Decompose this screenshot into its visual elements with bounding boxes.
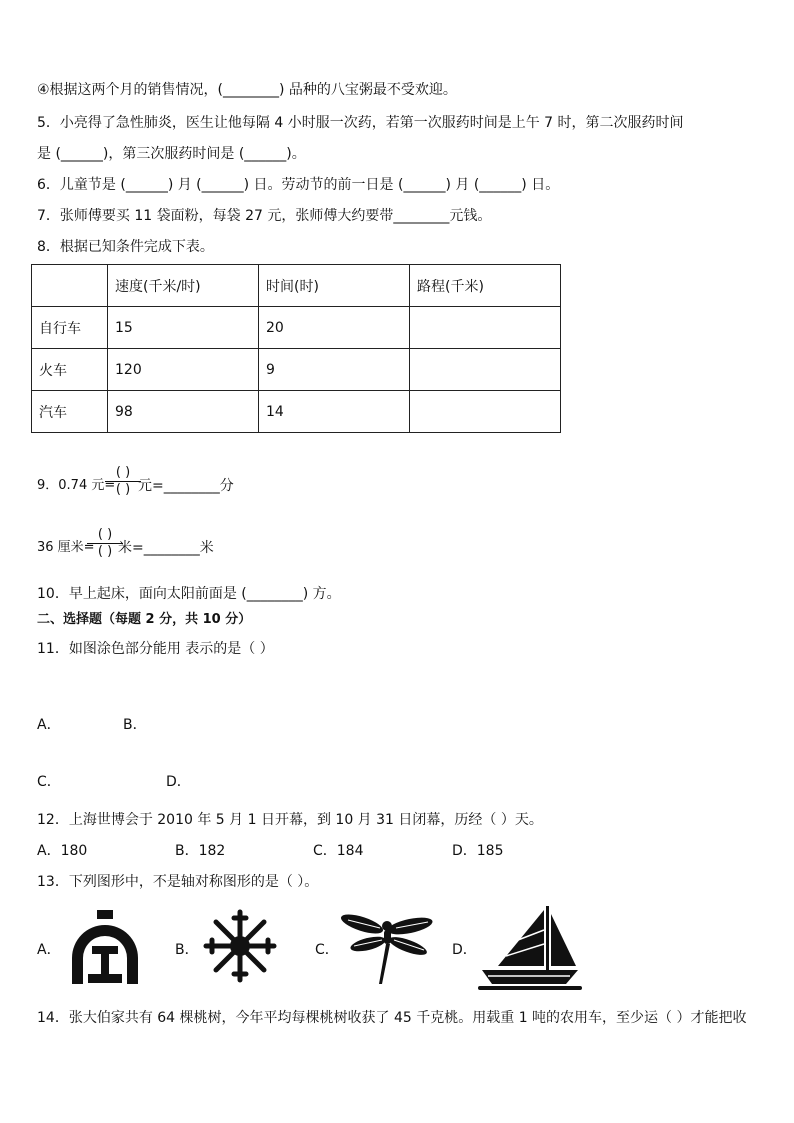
q12-option-c[interactable]: C．184 [313, 843, 364, 859]
question-8: 8．根据已知条件完成下表。 [37, 239, 214, 255]
table-cell: 9 [259, 349, 410, 391]
table-header-cell: 路程(千米) [410, 265, 561, 307]
question-13: 13．下列图形中，不是轴对称图形的是（ ）。 [37, 874, 319, 890]
q12-option-b[interactable]: B．182 [175, 843, 226, 859]
table-cell: 火车 [32, 349, 108, 391]
table-row [32, 349, 561, 391]
table-cell: 15 [108, 307, 259, 349]
question-10: 10．早上起床，面向太阳前面是 (________) 方。 [37, 586, 341, 602]
q12-option-d[interactable]: D．185 [452, 843, 504, 859]
q13-option-d[interactable]: D． [452, 942, 477, 958]
snowflake-icon [202, 908, 278, 984]
question-4-item: ④根据这两个月的销售情况，(________) 品种的八宝粥最不受欢迎。 [37, 82, 457, 98]
fraction-numerator: ( ) [115, 465, 131, 480]
table-cell: 汽车 [32, 391, 108, 433]
section-2-heading: 二、选择题（每题 2 分，共 10 分） [37, 612, 252, 627]
q11-option-a[interactable]: A． [37, 717, 61, 733]
speed-time-distance-table [31, 264, 561, 433]
table-header-row [32, 265, 561, 307]
q13-option-a[interactable]: A． [37, 942, 61, 958]
q11-option-c[interactable]: C． [37, 774, 61, 790]
question-5-line1: 5．小亮得了急性肺炎，医生让他每隔 4 小时服一次药，若第一次服药时间是上午 7 时，第二次服药时间 [37, 115, 684, 131]
sailboat-icon [478, 904, 582, 994]
table-cell: 20 [259, 307, 410, 349]
question-9b-suffix: 米=________米 [118, 540, 214, 556]
question-9b-prefix: 36 厘米= [37, 540, 95, 555]
table-answer-cell[interactable] [410, 349, 561, 391]
fraction-denominator: ( ) [115, 482, 131, 497]
table-cell: 自行车 [32, 307, 108, 349]
fraction-denominator: ( ) [97, 544, 113, 559]
question-9-fraction [105, 466, 141, 497]
underground-sign-icon [66, 908, 144, 992]
table-cell: 14 [259, 391, 410, 433]
table-cell: 98 [108, 391, 259, 433]
q11-option-b[interactable]: B． [123, 717, 147, 733]
table-row [32, 391, 561, 433]
question-7: 7．张师傅要买 11 袋面粉，每袋 27 元，张师傅大约要带________元钱。 [37, 208, 492, 224]
q11-option-d[interactable]: D． [166, 774, 191, 790]
question-11: 11．如图涂色部分能用 表示的是（ ） [37, 641, 274, 657]
table-answer-cell[interactable] [410, 307, 561, 349]
table-header-cell: 速度(千米/时) [108, 265, 259, 307]
q13-option-c[interactable]: C． [315, 942, 339, 958]
table-row [32, 307, 561, 349]
question-9-prefix: 9．0.74 元= [37, 478, 116, 493]
q12-option-a[interactable]: A．180 [37, 843, 88, 859]
table-header-cell: 时间(时) [259, 265, 410, 307]
question-5-line2: 是 (______)，第三次服药时间是 (______)。 [37, 146, 306, 162]
table-cell: 120 [108, 349, 259, 391]
question-12: 12．上海世博会于 2010 年 5 月 1 日开幕，到 10 月 31 日闭幕，历经（ ）天。 [37, 812, 543, 828]
table-answer-cell[interactable] [410, 391, 561, 433]
fraction-numerator: ( ) [97, 527, 113, 542]
question-9-suffix: 元=________分 [138, 478, 234, 494]
table-header-cell [32, 265, 108, 307]
q13-option-b[interactable]: B． [175, 942, 199, 958]
question-6: 6．儿童节是 (______) 月 (______) 日。劳动节的前一日是 (______) 月 (______) 日。 [37, 177, 560, 193]
dragonfly-icon [340, 910, 434, 990]
question-14: 14．张大伯家共有 64 棵桃树，今年平均每棵桃树收获了 45 千克桃。用载重 1 吨的农用车，至少运（ ）才能把收 [37, 1010, 747, 1026]
